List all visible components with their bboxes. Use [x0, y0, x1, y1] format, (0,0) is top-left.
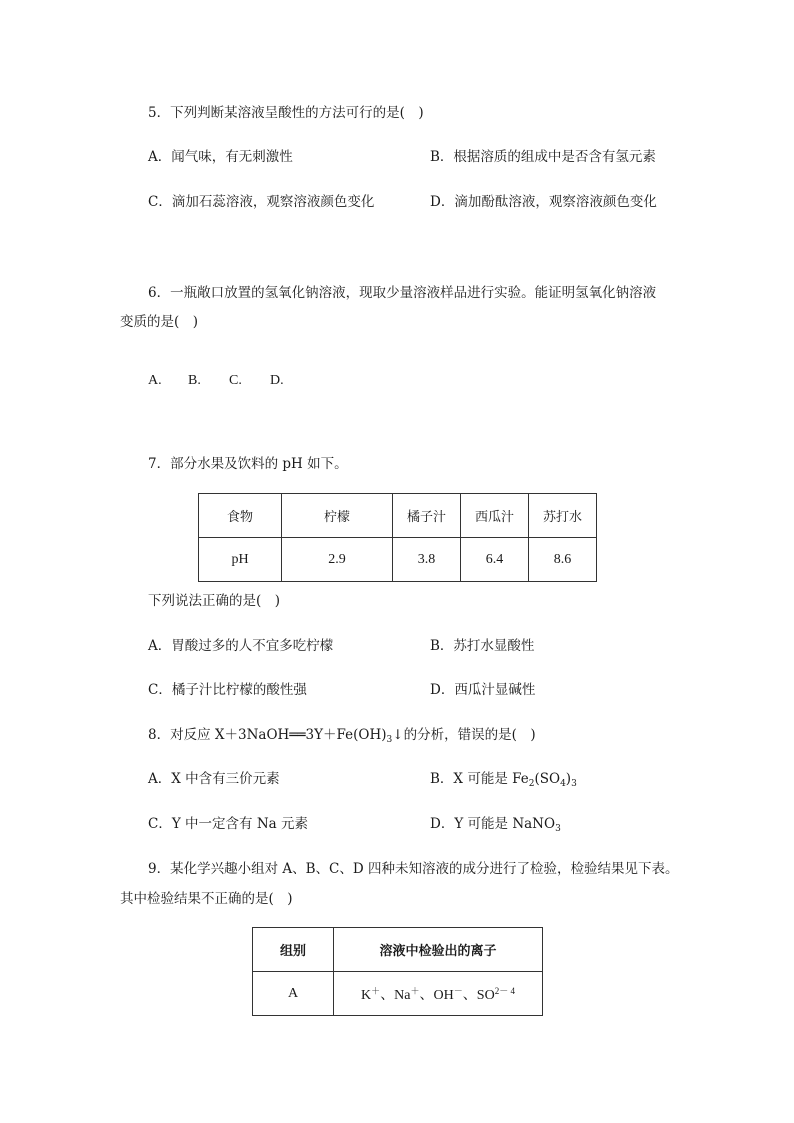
q6-stem-line1: 6．一瓶敞口放置的氢氧化钠溶液，现取少量溶液样品进行实验。能证明氢氧化钠溶液 [148, 285, 657, 301]
q8-option-d [430, 815, 561, 838]
table-cell: pH [199, 538, 282, 582]
table-header: 西瓜汁 [461, 494, 529, 538]
q8-b-pre: B．X 可能是 Fe [430, 771, 529, 787]
q6-option-c: C. [229, 373, 242, 388]
q5-option-b: B．根据溶质的组成中是否含有氢元素 [430, 149, 656, 165]
table-header: 食物 [199, 494, 282, 538]
table-cell: 2.9 [282, 538, 393, 582]
ion-k-charge: ＋ [371, 985, 381, 996]
ion-oh-charge: － [453, 985, 463, 996]
q9-ion-table [252, 927, 543, 1016]
q7-option-b: B．苏打水显酸性 [430, 638, 535, 654]
q7-stem: 7．部分水果及饮料的 pH 如下。 [148, 456, 348, 472]
q8-b-sub3: 3 [571, 779, 577, 789]
q8-b-mid: (SO [534, 771, 561, 787]
q8-d-pre: D．Y 可能是 NaNO [430, 816, 556, 832]
table-cell: 6.4 [461, 538, 529, 582]
q7-option-c: C．橘子汁比柠檬的酸性强 [148, 682, 307, 698]
q6-option-a: A. [148, 373, 162, 388]
q7-ph-table [198, 493, 597, 582]
q8-d-sub: 3 [555, 824, 561, 834]
q5-stem: 5．下列判断某溶液呈酸性的方法可行的是( ) [148, 105, 424, 121]
table-header: 苏打水 [529, 494, 597, 538]
ion-oh: 、OH [419, 987, 454, 1003]
q8-stem [148, 726, 536, 749]
table-header: 组别 [253, 928, 334, 972]
q8-stem-post: ↓的分析，错误的是( ) [392, 727, 536, 743]
q5-option-c: C．滴加石蕊溶液，观察溶液颜色变化 [148, 194, 375, 210]
q8-option-c: C．Y 中一定含有 Na 元素 [148, 816, 308, 832]
q5-option-d: D．滴加酚酞溶液，观察溶液颜色变化 [430, 194, 657, 210]
q8-option-b [430, 770, 577, 793]
q8-b-mid2: ) [565, 771, 572, 787]
table-cell: 8.6 [529, 538, 597, 582]
q7-follow: 下列说法正确的是( ) [148, 593, 281, 609]
table-cell: 3.8 [393, 538, 461, 582]
q9-stem-line1: 9．某化学兴趣小组对 A、B、C、D 四种未知溶液的成分进行了检验，检验结果见下表。 [148, 861, 679, 877]
q6-option-d: D. [270, 373, 284, 388]
ion-so4-charge: 2－ 4 [494, 985, 515, 996]
table-cell-ions [334, 972, 543, 1016]
table-cell: A [253, 972, 334, 1016]
q7-option-d: D．西瓜汁显碱性 [430, 682, 536, 698]
table-header: 溶液中检验出的离子 [334, 928, 543, 972]
ion-k: K [361, 987, 372, 1003]
q8-b-sub2: 4 [560, 779, 566, 789]
q9-stem-line2: 其中检验结果不正确的是( ) [120, 891, 293, 907]
q6-option-b: B. [188, 373, 201, 388]
q8-b-sub1: 2 [528, 779, 535, 789]
ion-na-charge: ＋ [410, 985, 420, 996]
q7-option-a: A．胃酸过多的人不宜多吃柠檬 [148, 638, 334, 654]
q8-stem-sub: 3 [386, 735, 393, 745]
ion-so4: 、SO [462, 987, 495, 1003]
q8-option-a: A．X 中含有三价元素 [148, 771, 280, 787]
q8-stem-pre: 8．对反应 X＋3NaOH══3Y＋Fe(OH) [148, 727, 387, 743]
q5-option-a: A．闻气味，有无刺激性 [148, 149, 293, 165]
table-header: 橘子汁 [393, 494, 461, 538]
table-header: 柠檬 [282, 494, 393, 538]
ion-na: 、Na [380, 987, 411, 1003]
q6-stem-line2: 变质的是( ) [120, 314, 199, 330]
